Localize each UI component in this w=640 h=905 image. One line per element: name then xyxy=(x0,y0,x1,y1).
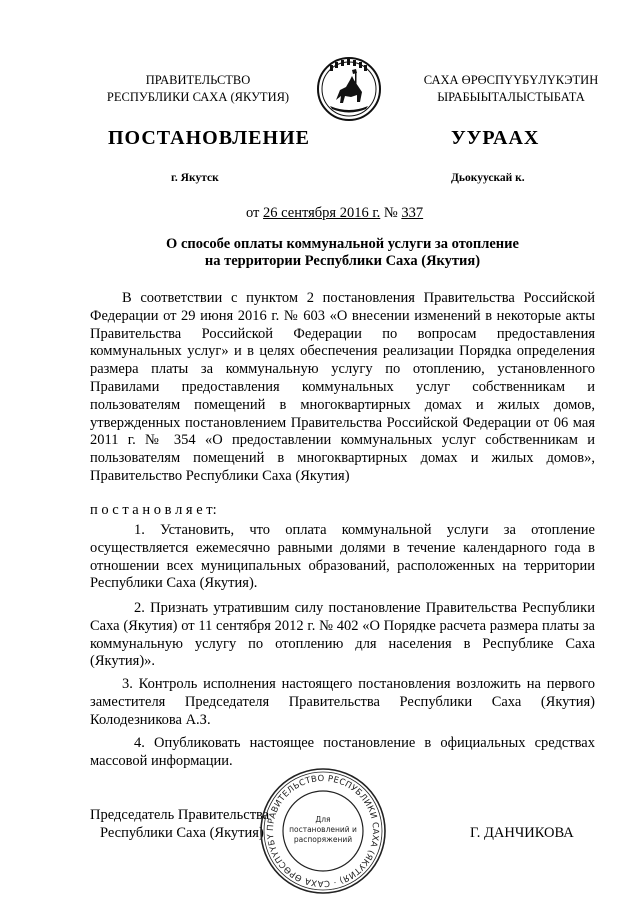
title-line2: на территории Республики Саха (Якутия) xyxy=(204,253,481,269)
coat-of-arms-emblem xyxy=(316,56,382,122)
emblem-icon xyxy=(316,56,382,122)
signatory-position xyxy=(90,806,269,842)
doc-type-ru: ПОСТАНОВЛЕНИЕ xyxy=(108,127,310,149)
item-4: 4. Опубликовать настоящее постановление в официальных средствах массовой информации. xyxy=(90,735,595,769)
item-2: 2. Признать утратившим силу постановление Правительства Республики Саха (Якутия) от 11 сентября 2012 г. № 402 «О Порядке расчета размера платы за коммунальную услугу по отоплению для населения в Республике Саха (Якутия)». xyxy=(90,600,595,670)
stamp-center-line1: Для xyxy=(315,815,331,824)
preamble-paragraph: В соответствии с пунктом 2 постановления Правительства Российской Федерации от 29 июня 2016 г. № 603 «О внесении изменений в некоторые акты Правительства Российской Федерации по вопросам предоставления коммунальных услуг» и в целях обеспечения реализации Порядка определения размера платы за коммунальную услугу по отоплению, установленного Правилами предоставления коммунальных услуг собственникам и пользователям помещений в многоквартирных домах и жилых домов, утвержденных постановлением Правительства Российской Федерации от 06 мая 2011 г. № 354 «О предоставлении коммунальных услуг собственникам и пользователям помещений в многоквартирных домах и жилых домов», Правительство Республики Саха (Якутия) xyxy=(90,290,595,484)
item-1: 1. Установить, что оплата коммунальной услуги за отопление осуществляется ежемесячно равными долями в течение календарного года в отношении всех муниципальных образований, расположенных на территории Республики Саха (Якутия). xyxy=(90,522,595,592)
document-number: 337 xyxy=(401,205,424,221)
header-right-line2: ЫРАБЫЫТАЛЫСТЫБАТА xyxy=(437,90,585,104)
position-line1: Председатель Правительства xyxy=(90,807,270,823)
stamp-ring-text: ПРАВИТЕЛЬСТВО РЕСПУБЛИКИ САХА (ЯКУТИЯ) · САХА ӨРӨСПҮҮБҮ xyxy=(265,773,381,889)
stamp-seal-icon xyxy=(258,766,388,896)
signatory-name: Г. ДАНЧИКОВА xyxy=(470,825,574,841)
header-right xyxy=(396,72,626,106)
doc-type-sakha: УУРААХ xyxy=(451,127,540,149)
header-left xyxy=(88,72,308,106)
header-left-line1: ПРАВИТЕЛЬСТВО xyxy=(145,73,251,87)
title-line1: О способе оплаты коммунальной услуги за отопление xyxy=(166,236,519,252)
document-date: 26 сентября 2016 г. xyxy=(263,205,381,221)
number-sign: № xyxy=(383,205,398,221)
place-ru: г. Якутск xyxy=(171,172,219,184)
header-right-line1: САХА ӨРӨСПҮҮБҮЛҮКЭТИН xyxy=(423,73,599,87)
item-3: 3. Контроль исполнения настоящего постановления возложить на первого заместителя Председателя Правительства Республики Саха (Якутия) Колодезникова А.З. xyxy=(90,676,595,728)
header-left-line2: РЕСПУБЛИКИ САХА (ЯКУТИЯ) xyxy=(106,90,290,104)
resolves-word: п о с т а н о в л я е т: xyxy=(90,502,217,518)
document-title xyxy=(90,236,595,270)
official-stamp xyxy=(258,766,388,896)
place-sakha: Дьокуускай к. xyxy=(451,172,525,184)
stamp-center-line3: распоряжений xyxy=(293,835,353,844)
position-line2: Республики Саха (Якутия) xyxy=(100,825,264,841)
date-prefix: от xyxy=(246,205,260,221)
stamp-center-line2: постановлений и xyxy=(289,825,357,834)
date-line xyxy=(246,205,423,222)
